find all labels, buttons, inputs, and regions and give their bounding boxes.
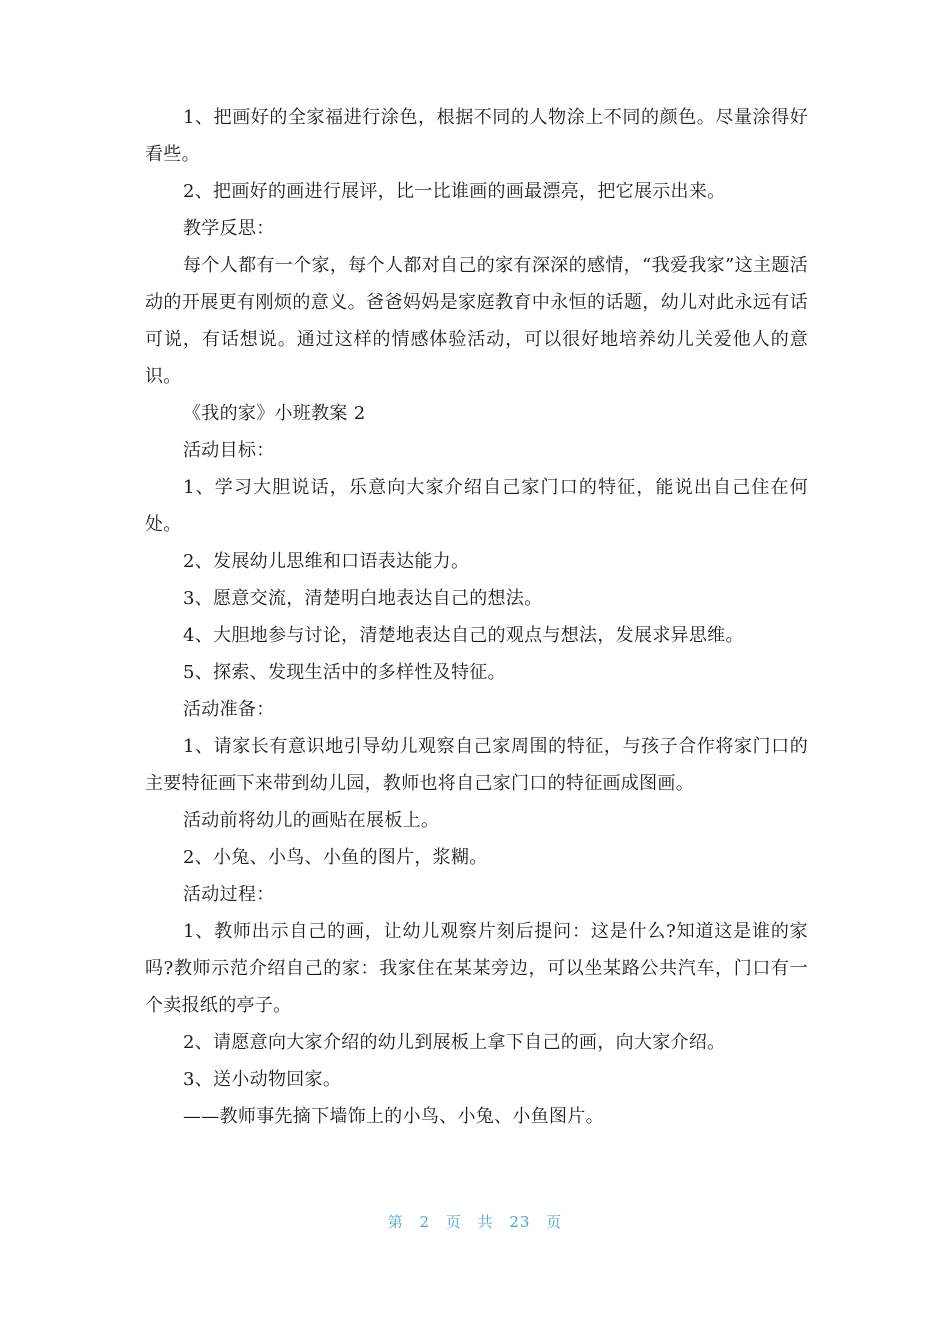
- page-number-footer: 第 2 页 共 23 页: [387, 1213, 563, 1231]
- paragraph: 2、小兔、小鸟、小鱼的图片，浆糊。: [183, 847, 488, 868]
- paragraph: 5、探索、发现生活中的多样性及特征。: [183, 662, 506, 683]
- paragraph: 每个人都有一个家，每个人都对自己的家有深深的感情，“我爱我家”这主题活动的开展更有刚烦的意义。爸爸妈妈是家庭教育中永恒的话题，幼儿对此永远有话可说，有话想说。通过这样的情感体验活动，可以很好地培养幼儿关爱他人的意识。: [145, 255, 808, 387]
- paragraph: 1、学习大胆说话，乐意向大家介绍自己家门口的特征，能说出自己住在何处。: [145, 477, 808, 535]
- section-heading: 活动准备：: [183, 699, 275, 720]
- section-title: 《我的家》小班教案 2: [183, 403, 366, 424]
- paragraph: ——教师事先摘下墙饰上的小鸟、小兔、小鱼图片。: [183, 1106, 604, 1127]
- section-heading: 教学反思：: [183, 218, 275, 239]
- paragraph: 1、请家长有意识地引导幼儿观察自己家周围的特征，与孩子合作将家门口的主要特征画下来带到幼儿园，教师也将自己家门口的特征画成图画。: [145, 736, 808, 794]
- paragraph: 2、把画好的画进行展评，比一比谁画的画最漂亮，把它展示出来。: [183, 181, 726, 202]
- paragraph: 1、把画好的全家福进行涂色，根据不同的人物涂上不同的颜色。尽量涂得好看些。: [145, 107, 808, 165]
- paragraph: 2、发展幼儿思维和口语表达能力。: [183, 551, 470, 572]
- paragraph: 3、愿意交流，清楚明白地表达自己的想法。: [183, 588, 543, 609]
- paragraph: 3、送小动物回家。: [183, 1069, 342, 1090]
- paragraph: 1、教师出示自己的画，让幼儿观察片刻后提问：这是什么?知道这是谁的家吗?教师示范介绍自己的家：我家住在某某旁边，可以坐某路公共汽车，门口有一个卖报纸的亭子。: [145, 921, 808, 1016]
- paragraph: 4、大胆地参与讨论，清楚地表达自己的观点与想法，发展求异思维。: [183, 625, 744, 646]
- section-heading: 活动过程：: [183, 884, 275, 905]
- section-heading: 活动目标：: [183, 440, 275, 461]
- paragraph: 2、请愿意向大家介绍的幼儿到展板上拿下自己的画，向大家介绍。: [183, 1032, 726, 1053]
- document-body: [145, 99, 808, 1135]
- paragraph: 活动前将幼儿的画贴在展板上。: [183, 810, 440, 831]
